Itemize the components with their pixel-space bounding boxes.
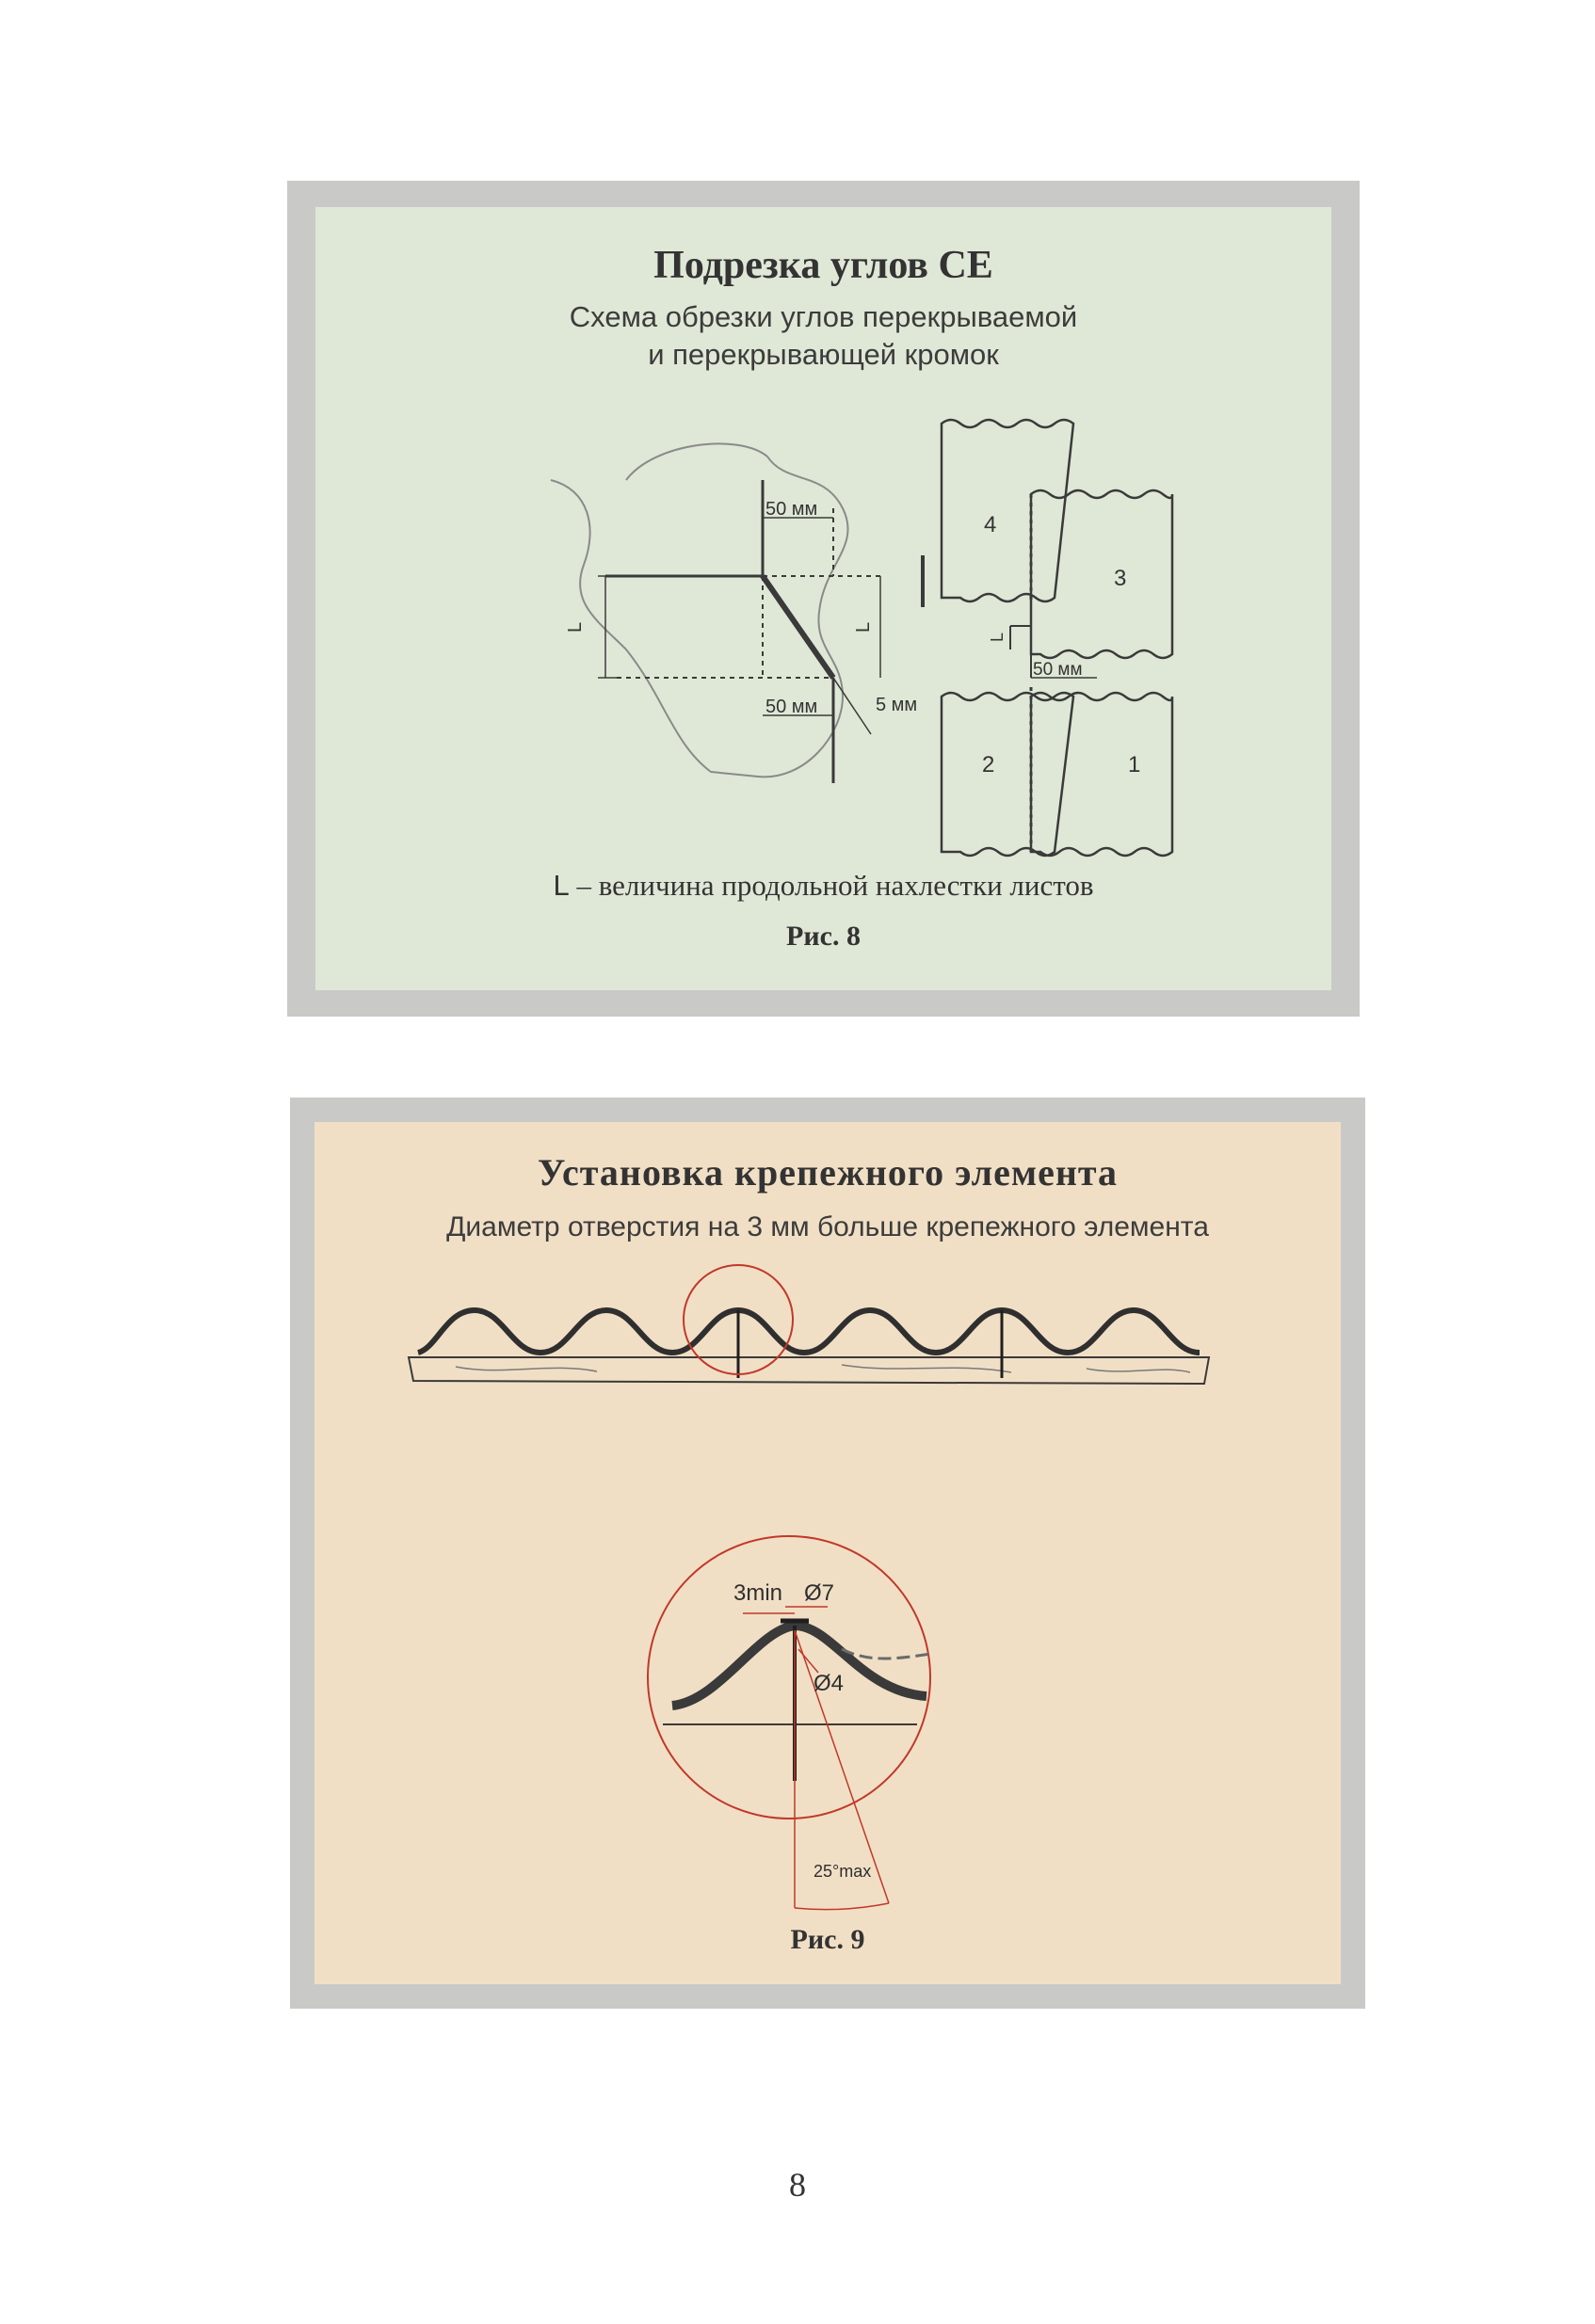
- sheet-4-number: 4: [984, 512, 997, 537]
- legend-text: – величина продольной нахлестки листов: [569, 869, 1094, 902]
- sheet-layout-scheme: [942, 420, 1172, 856]
- sheet-2-outline: [942, 693, 1073, 856]
- detail-sheet: [672, 1626, 926, 1706]
- sheet-3-outline: [1031, 490, 1172, 658]
- label-diameter-4: Ø4: [814, 1671, 845, 1696]
- label-angle: 25°max: [814, 1862, 872, 1881]
- sheet-3-number: 3: [1114, 566, 1127, 591]
- sheet-4-outline: [942, 420, 1073, 601]
- label-L-left: L: [565, 621, 586, 633]
- figure-9-caption: Рис. 9: [790, 1924, 865, 1955]
- figure-8-title: Подрезка углов СЕ: [653, 244, 993, 287]
- corner-cut-scheme: [551, 443, 923, 783]
- figure-8-legend: [315, 869, 1331, 903]
- label-5mm: 5 мм: [876, 695, 918, 715]
- overlapped-sheet-outline: [551, 443, 848, 777]
- figure-9-panel: [290, 1098, 1365, 2009]
- label-50mm-bottom: 50 мм: [765, 697, 818, 717]
- sheet-2-number: 2: [982, 752, 995, 777]
- beam: [409, 1357, 1209, 1384]
- legend-symbol: L: [553, 869, 570, 902]
- detail-circle: [648, 1536, 930, 1819]
- figure-8-panel: [287, 181, 1360, 1017]
- label-diameter-7: Ø7: [804, 1580, 835, 1606]
- sheet-1-number: 1: [1128, 752, 1141, 777]
- corrugated-sheet: [418, 1310, 1200, 1353]
- label-50mm-right-scheme: 50 мм: [1033, 660, 1083, 680]
- detail-sheet-second: [842, 1649, 931, 1659]
- angle-arc: [795, 1903, 889, 1910]
- sheet-1-outline: [1031, 693, 1172, 856]
- figure-9-background: [314, 1122, 1341, 1984]
- beam-grain: [456, 1365, 1190, 1372]
- label-L-right: L: [853, 621, 874, 633]
- fastener-detail: [648, 1536, 931, 1910]
- corrugated-sheet-assembly: [409, 1265, 1209, 1384]
- figure-8-subtitle-line2: и перекрывающей кромок: [648, 338, 999, 371]
- label-L-right-scheme: L: [988, 632, 1007, 642]
- page-number: 8: [789, 2166, 806, 2204]
- label-50mm-top: 50 мм: [765, 499, 818, 520]
- figure-9-subtitle: Диаметр отверстия на 3 мм больше крепежного элемента: [446, 1211, 1209, 1242]
- label-3min: 3min: [733, 1580, 783, 1606]
- figure-8-subtitle-line1: Схема обрезки углов перекрываемой: [569, 300, 1078, 333]
- figure-8-background: [315, 207, 1331, 990]
- figure-9-drawing: [314, 1122, 1341, 1984]
- figure-8-caption: Рис. 8: [786, 921, 861, 952]
- figure-9-title: Установка крепежного элемента: [537, 1151, 1119, 1194]
